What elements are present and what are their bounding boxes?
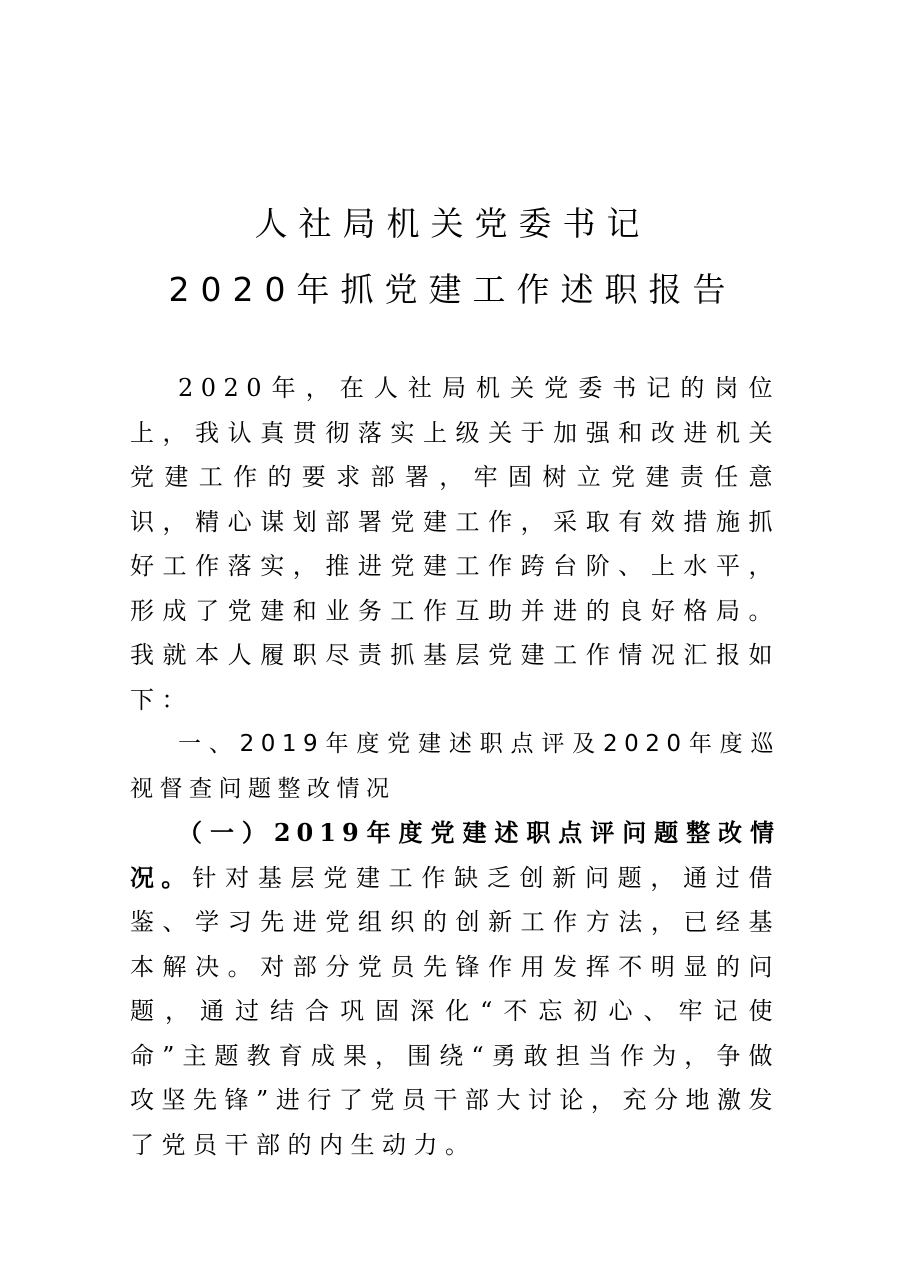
document-title-line-2: 2020年抓党建工作述职报告 (168, 270, 737, 309)
document-body (130, 366, 780, 1167)
intro-paragraph: 2020年，在人社局机关党委书记的岗位上，我认真贯彻落实上级关于加强和改进机关党建工作的要求部署，牢固树立党建责任意识，精心谋划部署党建工作，采取有效措施抓好工作落实，推进党建工作跨台阶、上水平，形成了党建和业务工作互助并进的良好格局。我就本人履职尽责抓基层党建工作情况汇报如下： (130, 374, 780, 714)
document-title-line-1: 人社局机关党委书记 (254, 204, 651, 243)
subsection-text-1: 针对基层党建工作缺乏创新问题，通过借鉴、学习先进党组织的创新工作方法，已经基本解决。对部分党员先锋作用发挥不明显的问题，通过结合巩固深化“不忘初心、牢记使命”主题教育成果，围绕“勇敢担当作为，争做攻坚先锋”进行了党员干部大讨论，充分地激发了党员干部的内生动力。 (130, 863, 780, 1159)
section-heading-1: 一、2019年度党建述职点评及2020年度巡视督查问题整改情况 (130, 731, 780, 802)
subsection-paragraph-1 (130, 811, 780, 1167)
subsection-heading-1: （一）2019年度党建述职点评问题整改情况。 (130, 818, 780, 892)
